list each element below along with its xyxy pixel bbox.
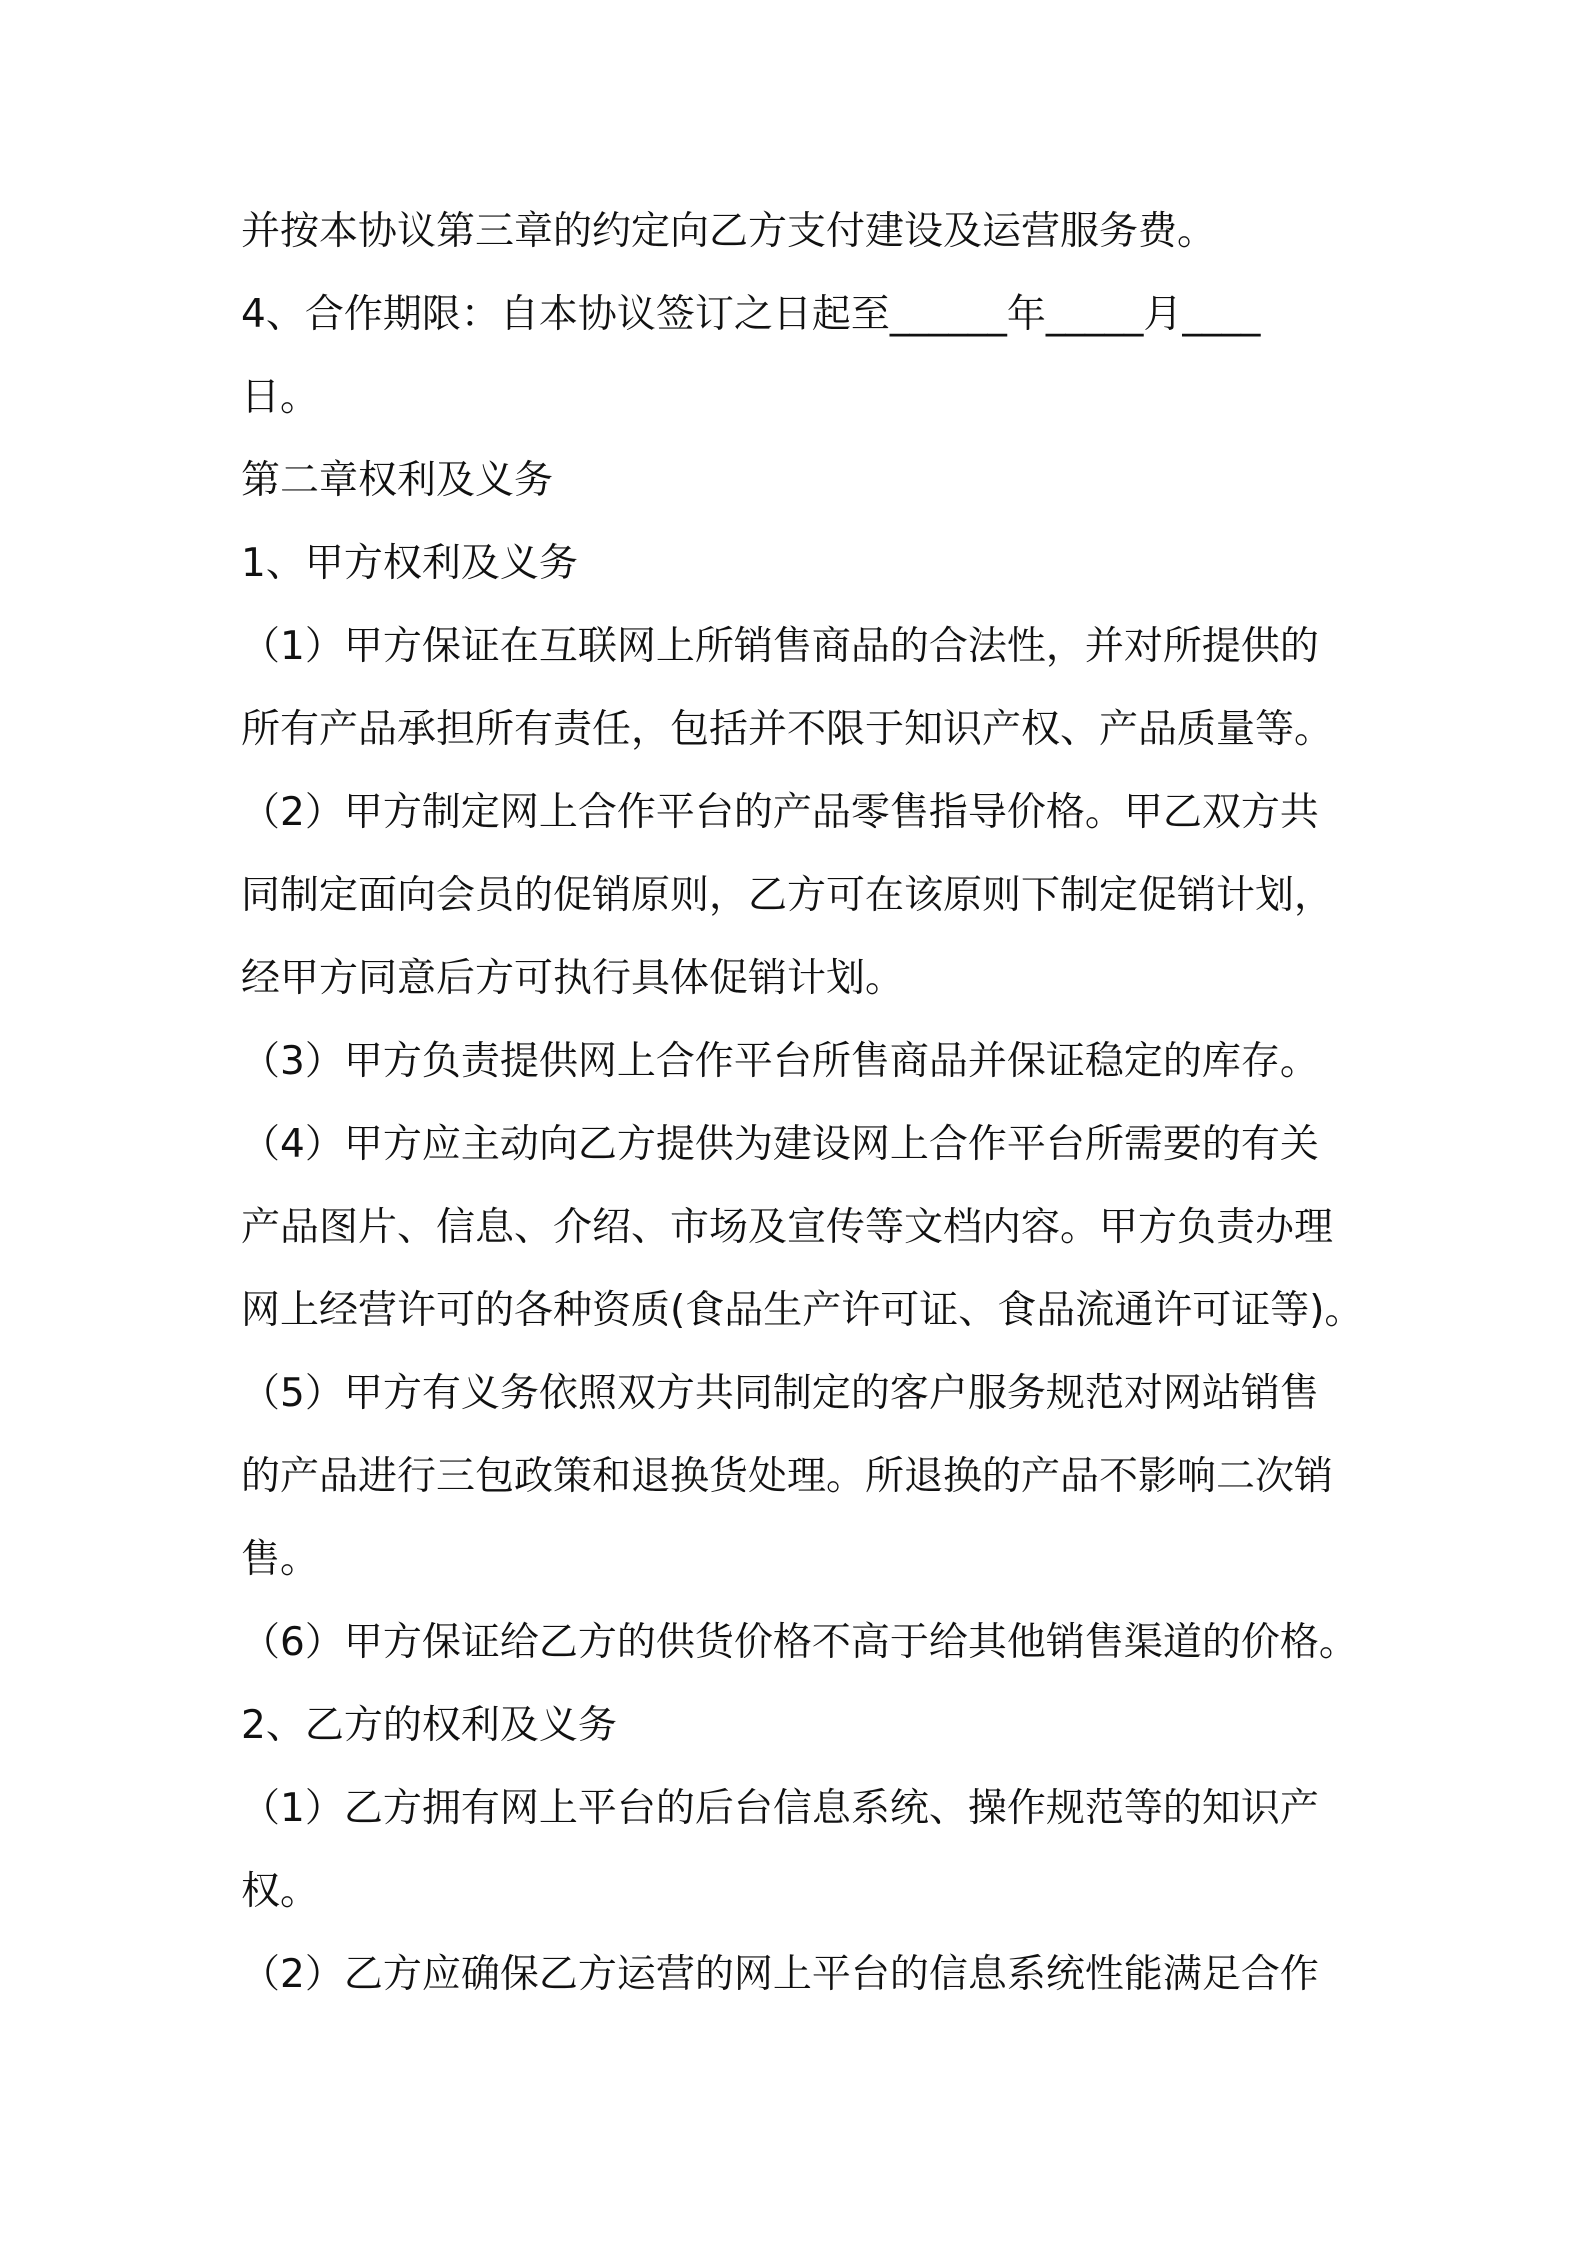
text-line: （2）乙方应确保乙方运营的网上平台的信息系统性能满足合作 (241, 1952, 1319, 1997)
text-line: 权。 (241, 1869, 320, 1914)
text-line: （4）甲方应主动向乙方提供为建设网上合作平台所需要的有关 (241, 1122, 1319, 1167)
text-line: （1）乙方拥有网上平台的后台信息系统、操作规范等的知识产 (241, 1786, 1319, 1831)
text-line: 所有产品承担所有责任，包括并不限于知识产权、产品质量等。 (241, 707, 1334, 752)
section-heading: 2、乙方的权利及义务 (241, 1703, 617, 1748)
text-line: 产品图片、信息、介绍、市场及宣传等文档内容。甲方负责办理 (241, 1205, 1334, 1250)
text-line: （3）甲方负责提供网上合作平台所售商品并保证稳定的库存。 (241, 1039, 1319, 1084)
text-line: 的产品进行三包政策和退换货处理。所退换的产品不影响二次销 (241, 1454, 1334, 1499)
text-line: （5）甲方有义务依照双方共同制定的客户服务规范对网站销售 (241, 1371, 1319, 1416)
text-line: （2）甲方制定网上合作平台的产品零售指导价格。甲乙双方共 (241, 790, 1319, 835)
text-line: 4、合作期限：自本协议签订之日起至______年_____月____ (241, 292, 1261, 337)
text-line: （6）甲方保证给乙方的供货价格不高于给其他销售渠道的价格。 (241, 1620, 1358, 1665)
text-line: 同制定面向会员的促销原则，乙方可在该原则下制定促销计划， (241, 873, 1334, 918)
text-line: 网上经营许可的各种资质(食品生产许可证、食品流通许可证等)。 (241, 1288, 1364, 1333)
document-body (241, 190, 1386, 2016)
text-line: （1）甲方保证在互联网上所销售商品的合法性，并对所提供的 (241, 624, 1319, 669)
text-line: 日。 (241, 375, 320, 420)
text-line: 经甲方同意后方可执行具体促销计划。 (241, 956, 905, 1001)
text-line: 并按本协议第三章的约定向乙方支付建设及运营服务费。 (241, 209, 1217, 254)
chapter-heading: 第二章权利及义务 (241, 458, 554, 503)
text-line: 售。 (241, 1537, 320, 1582)
section-heading: 1、甲方权利及义务 (241, 541, 578, 586)
